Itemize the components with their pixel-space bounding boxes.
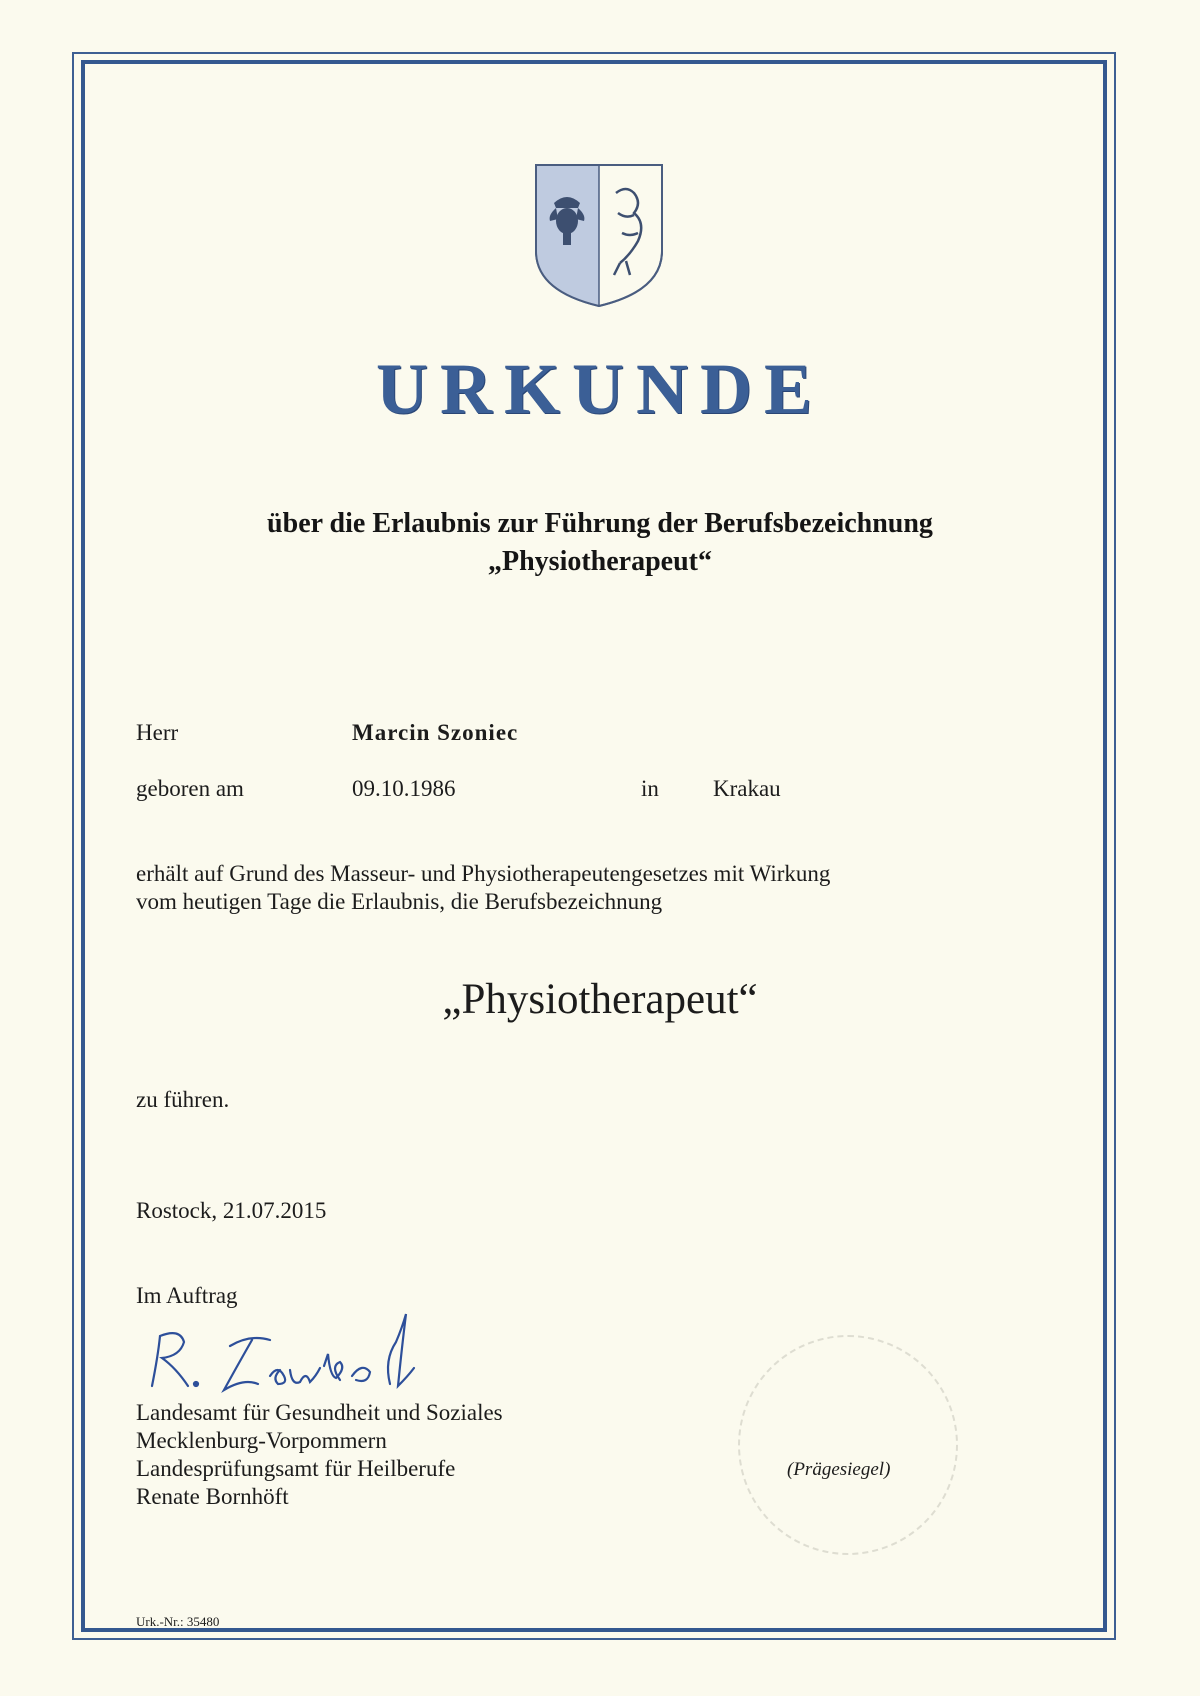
birth-label: geboren am xyxy=(136,776,244,801)
certificate-title: URKUNDE xyxy=(375,349,824,429)
on-behalf: Im Auftrag xyxy=(136,1283,238,1308)
birth-place: Krakau xyxy=(713,776,781,801)
certificate-number: Urk.-Nr.: 35480 xyxy=(136,1614,220,1629)
authority-line-1: Landesamt für Gesundheit und Soziales xyxy=(136,1400,503,1425)
coat-of-arms-icon xyxy=(534,163,664,308)
person-name: Marcin Szoniec xyxy=(352,720,519,745)
body-line-2: vom heutigen Tage die Erlaubnis, die Berufsbezeichnung xyxy=(136,889,663,914)
authority-line-3: Landesprüfungsamt für Heilberufe xyxy=(136,1456,456,1481)
birth-date: 09.10.1986 xyxy=(352,776,456,801)
subtitle-line-1: über die Erlaubnis zur Führung der Berufsbezeichnung xyxy=(267,508,933,539)
place-label: in xyxy=(641,776,659,801)
seal-label: (Prägesiegel) xyxy=(787,1459,891,1480)
salutation: Herr xyxy=(136,720,179,745)
authority-line-2: Mecklenburg-Vorpommern xyxy=(136,1428,387,1453)
subtitle-line-2: „Physiotherapeut“ xyxy=(488,546,712,577)
authority-line-4: Renate Bornhöft xyxy=(136,1484,289,1509)
embossed-seal xyxy=(738,1335,958,1555)
body-line-1: erhält auf Grund des Masseur- und Physiotherapeutengesetzes mit Wirkung xyxy=(136,861,831,886)
profession-title: „Physiotherapeut“ xyxy=(442,976,758,1023)
closing-text: zu führen. xyxy=(136,1087,230,1112)
signature xyxy=(140,1306,420,1398)
place-date: Rostock, 21.07.2015 xyxy=(136,1198,327,1223)
